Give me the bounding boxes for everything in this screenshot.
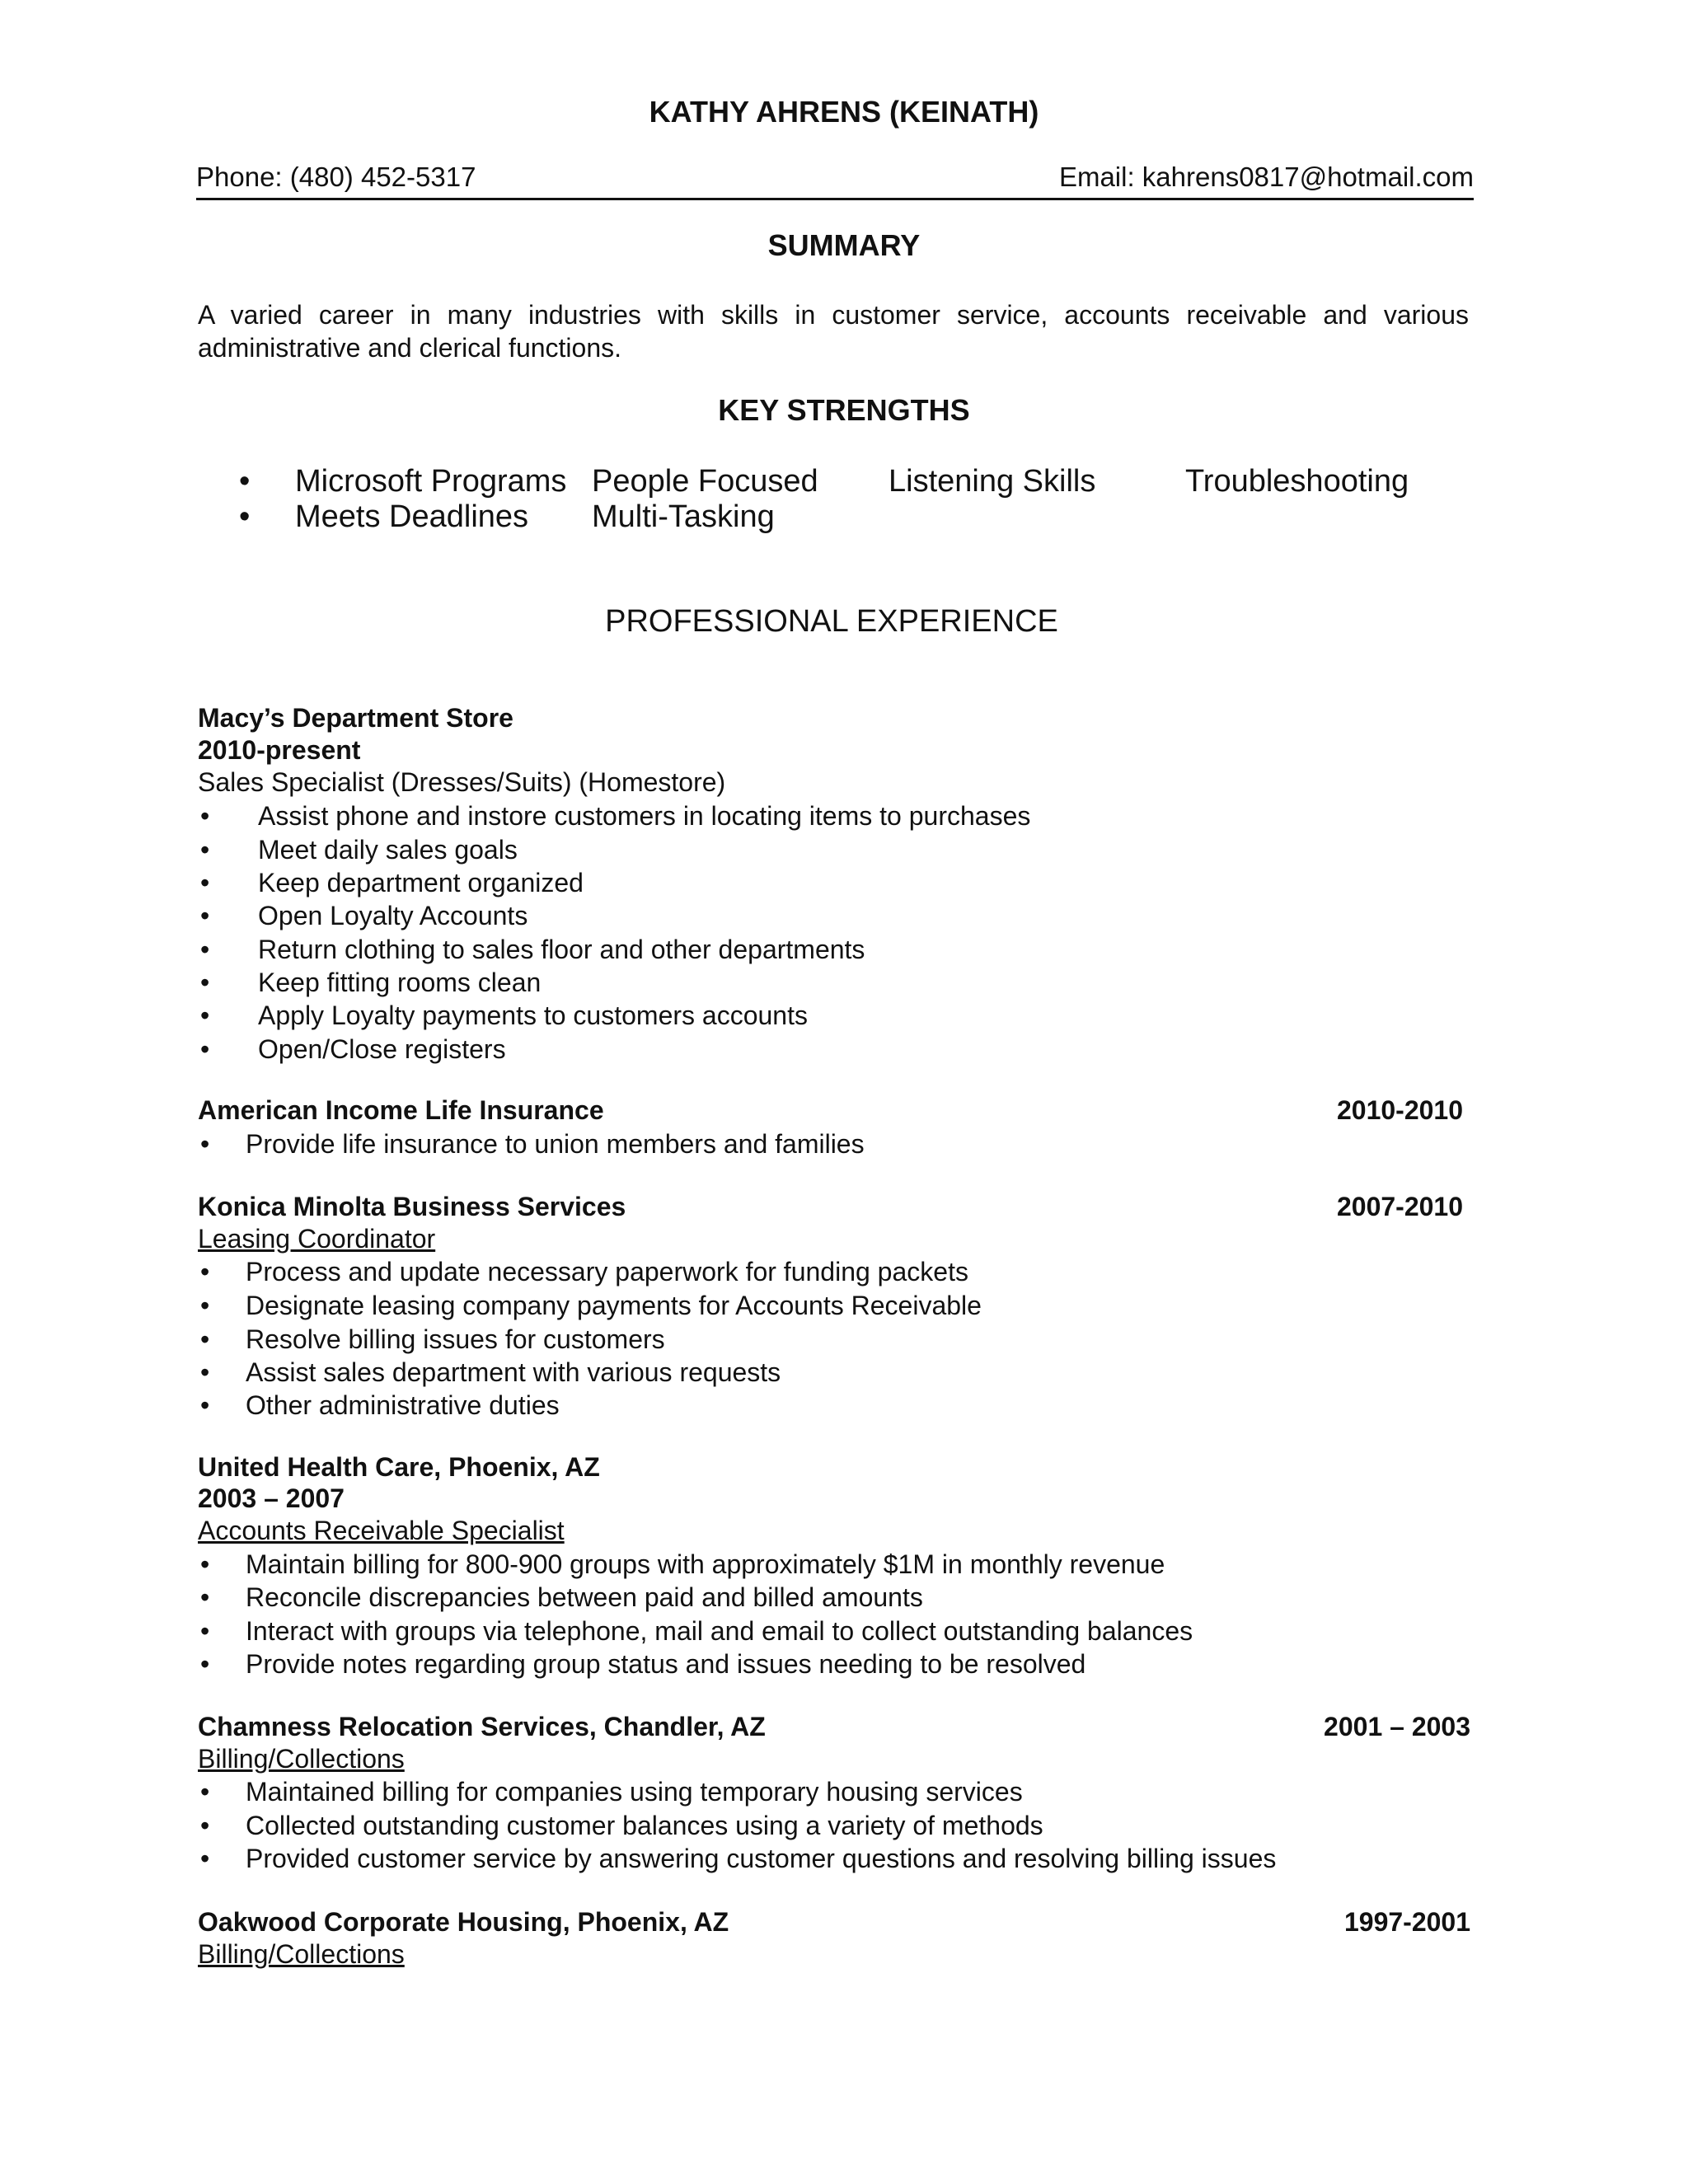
bullet-icon: • [200,1034,210,1064]
duty-text: Assist phone and instore customers in locating items to purchases [258,801,1031,831]
email-text: Email: kahrens0817@hotmail.com [1058,162,1474,192]
job-company: Chamness Relocation Services, Chandler, AZ [198,1712,766,1741]
key-strengths-heading: KEY STRENGTHS [718,393,970,427]
candidate-name: KATHY AHRENS (KEINATH) [649,95,1039,129]
duty-text: Designate leasing company payments for Accounts Receivable [246,1291,982,1320]
strength-item: Troubleshooting [1185,464,1409,499]
duty-text: Interact with groups via telephone, mail and email to collect outstanding balances [246,1616,1193,1646]
duty-text: Other administrative duties [246,1390,560,1420]
experience-heading: PROFESSIONAL EXPERIENCE [605,604,1058,639]
bullet-icon: • [200,1291,210,1320]
bullet-icon: • [200,901,210,930]
bullet-icon: • [239,464,251,499]
strength-item: Multi-Tasking [592,499,775,534]
bullet-icon: • [200,1616,210,1646]
strength-item: Microsoft Programs [295,464,567,499]
duty-text: Resolve billing issues for customers [246,1324,665,1354]
strength-item: Meets Deadlines [295,499,529,534]
bullet-icon: • [200,1357,210,1387]
duty-text: Apply Loyalty payments to customers accounts [258,1001,808,1030]
duty-text: Open/Close registers [258,1034,506,1064]
duty-text: Provide notes regarding group status and issues needing to be resolved [246,1649,1086,1679]
job-role: Sales Specialist (Dresses/Suits) (Homestore) [198,767,726,797]
duty-text: Keep fitting rooms clean [258,968,542,997]
bullet-icon: • [200,801,210,831]
job-dates: 1997-2001 [1343,1907,1470,1937]
bullet-icon: • [200,968,210,997]
bullet-icon: • [200,835,210,865]
duty-text: Provide life insurance to union members and families [246,1129,865,1159]
job-dates: 2003 – 2007 [198,1483,345,1513]
job-dates: 2010-2010 [1336,1095,1463,1125]
duty-text: Maintained billing for companies using temporary housing services [246,1777,1023,1807]
duty-text: Reconcile discrepancies between paid and billed amounts [246,1582,923,1612]
summary-text: A varied career in many industries with skills in customer service, accounts receivable and various administrative and clerical functions. [198,300,1469,363]
bullet-icon: • [200,1811,210,1840]
phone-text: Phone: (480) 452-5317 [196,162,476,192]
job-role: Leasing Coordinator [198,1224,436,1254]
bullet-icon: • [200,1390,210,1420]
bullet-icon: • [200,1777,210,1807]
duty-text: Assist sales department with various requests [246,1357,781,1387]
job-company: United Health Care, Phoenix, AZ [198,1452,600,1482]
bullet-icon: • [200,1549,210,1579]
duty-text: Process and update necessary paperwork for funding packets [246,1257,968,1286]
job-role: Billing/Collections [198,1939,405,1969]
job-company: American Income Life Insurance [198,1095,604,1125]
strength-item: People Focused [592,464,818,499]
job-dates: 2007-2010 [1336,1192,1463,1221]
bullet-icon: • [200,868,210,898]
bullet-icon: • [200,1129,210,1159]
contact-line [196,162,1474,200]
strength-item: Listening Skills [889,464,1096,499]
job-company: Oakwood Corporate Housing, Phoenix, AZ [198,1907,729,1937]
duty-text: Meet daily sales goals [258,835,518,865]
duty-text: Open Loyalty Accounts [258,901,528,930]
bullet-icon: • [200,1257,210,1286]
bullet-icon: • [200,1649,210,1679]
bullet-icon: • [200,935,210,964]
duty-text: Maintain billing for 800-900 groups with approximately $1M in monthly revenue [246,1549,1165,1579]
job-dates: 2001 – 2003 [1324,1712,1470,1741]
bullet-icon: • [200,1582,210,1612]
bullet-icon: • [200,1324,210,1354]
job-role: Accounts Receivable Specialist [198,1516,565,1545]
bullet-icon: • [239,499,251,534]
bullet-icon: • [200,1844,210,1873]
summary-heading: SUMMARY [767,228,921,262]
job-company: Macy’s Department Store [198,703,513,733]
duty-text: Return clothing to sales floor and other departments [258,935,865,964]
job-dates: 2010-present [198,735,361,765]
duty-text: Provided customer service by answering customer questions and resolving billing issues [246,1844,1277,1873]
job-company: Konica Minolta Business Services [198,1192,626,1221]
job-role: Billing/Collections [198,1744,405,1774]
duty-text: Collected outstanding customer balances using a variety of methods [246,1811,1043,1840]
duty-text: Keep department organized [258,868,584,898]
bullet-icon: • [200,1001,210,1030]
